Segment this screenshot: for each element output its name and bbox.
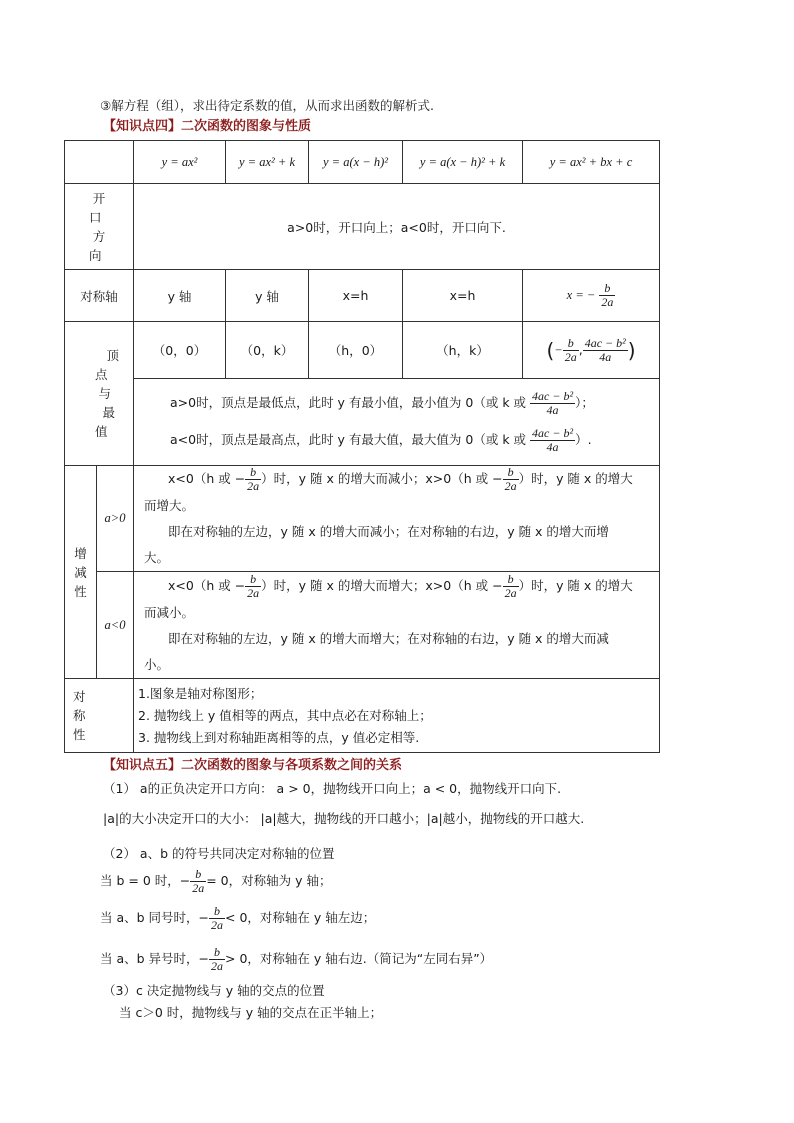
axis-cell: y 轴 — [226, 270, 309, 322]
vertex-cell: （h，k） — [403, 322, 523, 379]
vertex-cell: （h，0） — [309, 322, 403, 379]
header-cell: y = a(x − h)² + k — [403, 141, 523, 184]
case-a-positive: a>0 — [97, 466, 134, 572]
row-label-symmetry: 对 称 性 — [65, 679, 134, 753]
row-label-monotonic: 增 减 性 — [65, 466, 97, 679]
section5-p5: 当 a、b 同号时，− $\frac{b}{2a}$ < 0，对称轴在 y 轴左边； — [100, 904, 376, 932]
vertex-cell-general: (− $\frac{b}{2a}$ , $\frac{\text{4ac − b²}}{4a}$ ) — [523, 322, 660, 379]
axis-cell: x=h — [309, 270, 403, 322]
symmetry-list — [134, 679, 660, 753]
symmetry-item: 3. 抛物线上到对称轴距离相等的点，y 值必定相等. — [138, 729, 420, 745]
row-opening-direction — [65, 184, 660, 270]
row-monotonic-positive — [65, 466, 660, 572]
monotonic-positive-text: x<0（h 或 − $\frac{b}{2a}$ ）时，y 随 x 的增大而减小；x>0（h 或 − $\frac{b}{2a}$ ）时，y 随 x 的增大 而增大。 即在对称轴的左边，y 随 x 的增大而减小；在对称轴的右边，y 随 x 的增大而增 大。 — [134, 466, 660, 572]
row-label-opening: 开 口 方 向 — [65, 184, 134, 270]
intro-line: ③解方程（组），求出待定系数的值，从而求出函数的解析式. — [100, 98, 434, 113]
opening-text: a>0时，开口向上；a<0时，开口向下. — [134, 184, 660, 270]
section5-p6: 当 a、b 异号时，− $\frac{b}{2a}$ > 0，对称轴在 y 轴右边.（简记为“左同右异”） — [100, 945, 493, 973]
section5-p4: 当 b = 0 时，− $\frac{b}{2a}$ = 0，对称轴为 y 轴； — [100, 867, 332, 895]
row-monotonic-negative — [65, 572, 660, 679]
section5-p2: |a|的大小决定开口的大小： |a|越大，抛物线的开口越小；|a|越小，抛物线的开口越大. — [103, 811, 585, 826]
header-cell: y = ax² + k — [226, 141, 309, 184]
properties-table — [64, 140, 660, 753]
header-cell: y = ax² + bx + c — [523, 141, 660, 184]
extremum-text: a>0时，顶点是最低点，此时 y 有最小值，最小值为 0（或 k 或 $\frac{\text{4ac − b²}}{4a}$ ）； a<0时，顶点是最高点，此时 y 有最大值，最大值为 0（或 k 或 $\frac{\text{4ac − b²}}{4a}$ ）. — [134, 379, 660, 466]
row-extremum — [65, 379, 660, 466]
section5-p3: （2） a、b 的符号共同决定对称轴的位置 — [103, 846, 335, 861]
vertex-cell: （0，0） — [134, 322, 226, 379]
section4-title: 【知识点四】二次函数的图象与性质 — [103, 119, 312, 134]
symmetry-item: 1.图象是轴对称图形； — [138, 685, 263, 701]
section5-p8: 当 c＞0 时，抛物线与 y 轴的交点在正半轴上； — [119, 1005, 383, 1020]
fraction: $\frac{b}{2a}$ — [601, 281, 614, 309]
row-label-axis: 对称轴 — [65, 270, 134, 322]
axis-cell: y 轴 — [134, 270, 226, 322]
row-vertex — [65, 322, 660, 379]
section5-p7: （3）c 决定抛物线与 y 轴的交点的位置 — [103, 983, 325, 998]
section5-title: 【知识点五】二次函数的图象与各项系数之间的关系 — [103, 758, 403, 773]
case-a-negative: a<0 — [97, 572, 134, 679]
row-symmetry — [65, 679, 660, 753]
row-axis — [65, 270, 660, 322]
symmetry-item: 2. 抛物线上 y 值相等的两点，其中点必在对称轴上； — [138, 707, 432, 723]
vertex-cell: （0，k） — [226, 322, 309, 379]
table-header-row — [65, 141, 660, 184]
monotonic-negative-text: x<0（h 或 − $\frac{b}{2a}$ ）时，y 随 x 的增大而增大；x>0（h 或 − $\frac{b}{2a}$ ）时，y 随 x 的增大 而减小。 即在对称轴的左边，y 随 x 的增大而增大；在对称轴的右边，y 随 x 的增大而减 小。 — [134, 572, 660, 679]
section5-p1: （1） a的正负决定开口方向： a > 0，抛物线开口向上；a < 0，抛物线开口向下. — [103, 781, 562, 796]
header-cell: y = ax² — [134, 141, 226, 184]
axis-cell-general: x = − $\frac{b}{2a}$ — [523, 270, 660, 322]
row-label-vertex: 顶 点 与 最 值 — [65, 322, 134, 466]
axis-cell: x=h — [403, 270, 523, 322]
header-cell: y = a(x − h)² — [309, 141, 403, 184]
